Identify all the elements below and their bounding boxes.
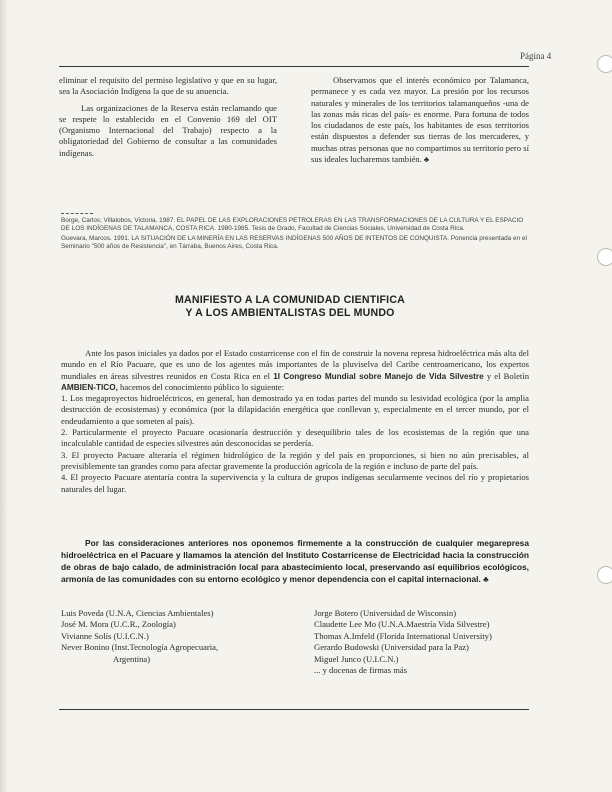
headline-line-2: Y A LOS AMBIENTALISTAS DEL MUNDO	[185, 307, 395, 320]
left-paragraph-2: Las organizaciones de la Reserva están reclamando que se respete lo establecido en el Convenio 169 del OIT (Organismo Internacional del Trabajo) respecto a la obligatoriedad del Gobierno de consultar a las comunidades indígenas.	[59, 102, 277, 158]
footnote-rule	[61, 213, 93, 214]
signatories-left	[61, 608, 271, 665]
footnote-1: Borge, Carlos; Villalobos, Victoria. 1987. EL PAPEL DE LAS EXPLORACIONES PETROLERAS EN LAS TRANSFORMACIONES DE LA CULTURA Y EL ESPACIO DE LOS INDÍGENAS DE TALAMANCA, COSTA RICA. 1980-1985. Tesis de Grado, Facultad de Ciencias Sociales, Universidad de Costa Rica.	[61, 217, 524, 233]
closing-paragraph: Por las consideraciones anteriores nos oponemos firmemente a la construcción de cualquier megarepresa hidroeléctrica en el Pacuare y llamamos la atención del Instituto Costarricense de Electricidad hacia la construcción de obras de bajo calado, de administración local para abastecimiento local, preservando así equilibrios ecológicos, armonía de las comunidades con su entorno ecológico y menor dependencia con el capital internacional. ♣	[61, 538, 529, 584]
left-column	[59, 75, 277, 164]
page-number: Página 4	[520, 51, 552, 61]
club-end-mark-icon: ♣	[423, 155, 430, 165]
left-paragraph-1: eliminar el requisito del permiso legislativo y que en su lugar, sea la Asociación Indígena la que de su anuencia.	[59, 75, 277, 97]
point-4: 4. El proyecto Pacuare atentaría contra la supervivencia y la cultura de grupos indígenas secularmente vecinos del río y propietarios naturales del lugar.	[61, 472, 529, 494]
signatories-right	[314, 608, 534, 676]
signatory: Jorge Botero (Universidad de Wisconsin)	[314, 608, 457, 618]
footnote-2: Guevara, Marcos. 1991. LA SITUACIÓN DE LA MINERÍA EN LAS RESERVAS INDÍGENAS 500 AÑOS DE INTENTOS DE CONQUISTA. Ponencia presentada en el Seminario "500 años de Resistencia", en Tárraba, Buenos Aires, Costa Rica.	[61, 234, 527, 251]
signatory: José M. Mora (U.C.R., Zoología)	[61, 619, 176, 630]
headline-line-1: MANIFIESTO A LA COMUNIDAD CIENTIFICA	[174, 294, 406, 306]
more-signatures-note: ... y docenas de firmas más	[314, 665, 408, 676]
signatory: Luis Poveda (U.N.A, Ciencias Ambientales)	[61, 608, 214, 618]
signatory: Gerardo Budowski (Universidad para la Paz)	[314, 642, 469, 653]
congress-name: 1I Congreso Mundial sobre Manejo de Vida Silvestre	[273, 371, 484, 381]
manifesto-body	[61, 348, 529, 495]
binder-hole-icon	[597, 566, 612, 584]
bulletin-name: AMBIEN-TICO,	[61, 382, 118, 392]
signatory: Thomas A.Imfeld (Florida International University)	[314, 630, 492, 641]
bottom-rule	[59, 709, 529, 710]
signatory: Miguel Junco (U.I.C.N.)	[314, 653, 399, 664]
point-1: 1. Los megaproyectos hidroeléctricos, en general, han demostrado ya en todas partes del mundo su lesividad ecológica (por la amplia destrucción de ecosistemas) y económica (por la dilapidación energética que conllevan y, especialmente en el tercer mundo, por el endeudamiento a que someten al país).	[61, 393, 529, 426]
closing-statement	[61, 537, 529, 585]
intro-text-3: hacemos del conocimiento público lo siguiente:	[120, 381, 284, 392]
signatory: Claudette Lee Mo (U.N.A.Maestría Vida Silvestre)	[314, 619, 490, 630]
right-column	[311, 75, 529, 170]
right-paragraph-text: Observamos que el interés económico por Talamanca, permanece y es cada vez mayor. La presión por los recursos naturales y minerales de los territorios talamanqueños -una de las zonas más ricas del país- es enorme. Para fortuna de todos los ciudadanos de este país, los habitantes de esos territorios están dispuestos a defender sus tierras de los mercaderes, y muchas otras personas que no compartimos su territorio pero sí sus ideales lucharemos también.	[311, 75, 529, 165]
point-3: 3. El proyecto Pacuare alteraría el régimen hidrológico de la región y del país en proporciones, si bien no aún precisables, al previsiblemente tan grandes como para afectar gravemente la producción agrícola de la región e incluso de parte del país.	[61, 449, 529, 471]
right-paragraph	[311, 75, 529, 165]
point-2: 2. Particularmente el proyecto Pacuare ocasionaría destrucción y desequilibrio tales de los ecosistemas de la región que una incalculable cantidad de especies silvestres aún desconocidas se perdería.	[61, 427, 529, 449]
top-rule	[59, 66, 529, 67]
page-shadow-edge	[0, 0, 8, 792]
intro-text-2: y el Boletín	[486, 370, 529, 381]
binder-hole-icon	[597, 248, 612, 266]
signatory: Never Bonino (Inst.Tecnología Agropecuaria,	[61, 642, 219, 653]
intro-paragraph	[61, 348, 529, 393]
binder-hole-icon	[597, 55, 612, 73]
manifesto-headline	[90, 294, 490, 321]
footnotes	[61, 217, 529, 253]
signatory: Vivianne Solís (U.I.C.N.)	[61, 630, 149, 641]
signatory-continuation: Argentina)	[113, 653, 151, 664]
intro-text-1: Ante los pasos iniciales ya dados por el Estado costarricense con el fin de construir la novena represa hidroeléctrica más alta del mundo en el Río Pacuare, que es uno de los agentes más importantes de la pluviselva del Caribe centroamericano, los expertos mundiales en áreas silvestres reunidos en Costa Rica en el	[61, 348, 529, 381]
